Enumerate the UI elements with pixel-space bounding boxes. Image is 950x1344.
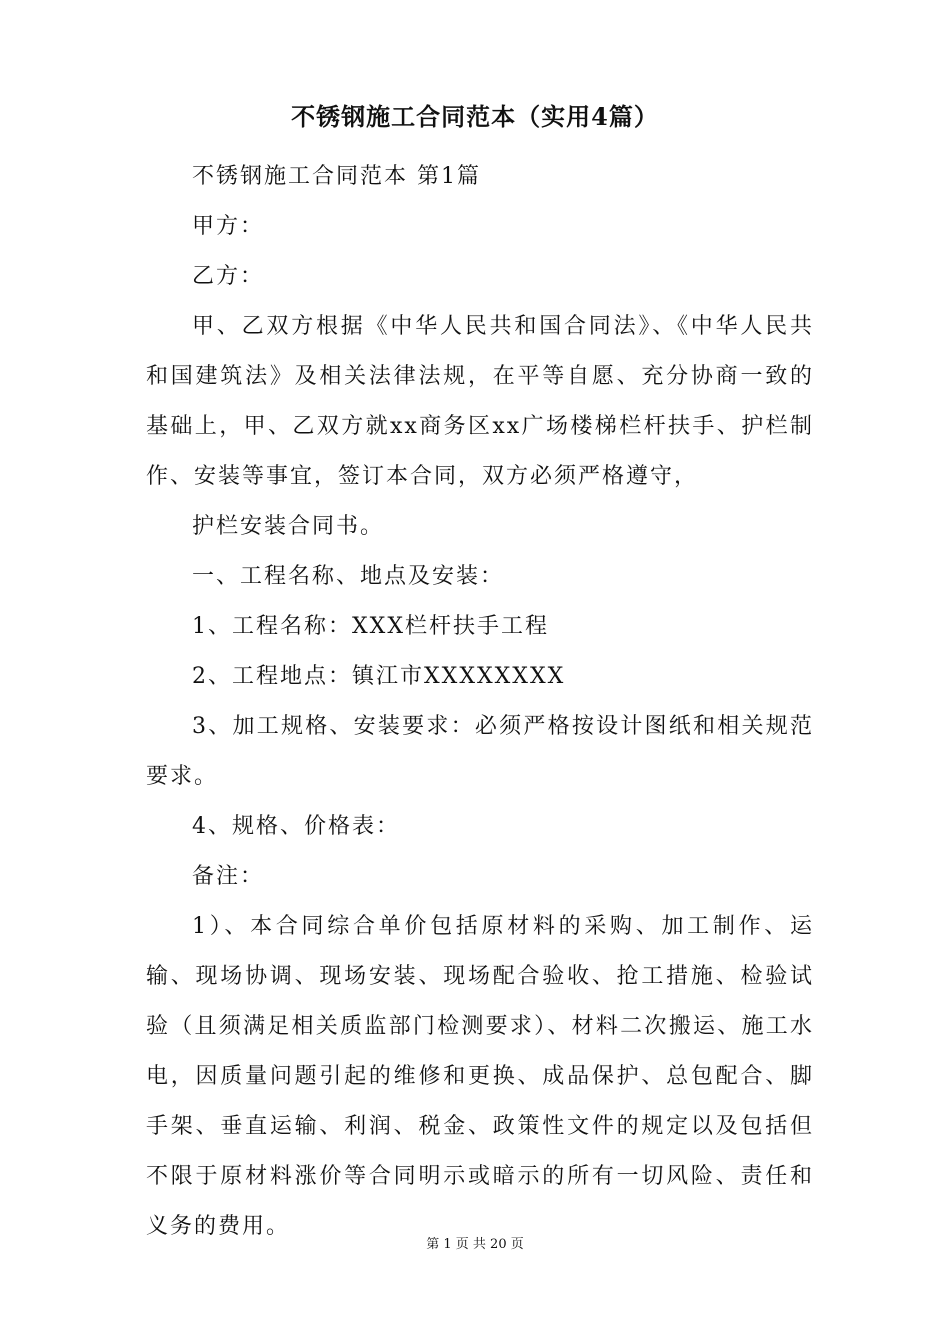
remarks-heading: 备注： xyxy=(192,864,265,889)
clause-item: 2、工程地点：镇江市XXXXXXXX xyxy=(192,664,566,689)
party-b-line: 乙方： xyxy=(192,264,265,289)
contract-type-line: 护栏安装合同书。 xyxy=(192,514,385,539)
clause-heading: 一、工程名称、地点及安装： xyxy=(192,564,505,589)
clause-item: 3、加工规格、安装要求：必须严格按设计图纸和相关规范要求。 xyxy=(146,714,814,789)
preamble-paragraph: 甲、乙双方根据《中华人民共和国合同法》、《中华人民共和国建筑法》及相关法律法规，在平等自愿、充分协商一致的基础上，甲、乙双方就xx商务区xx广场楼梯栏杆扶手、护栏制作、安装等事宜，签订本合同，双方必须严格遵守， xyxy=(146,314,814,489)
clause-item: 4、规格、价格表： xyxy=(192,814,400,839)
clause-item: 1、工程名称：XXX栏杆扶手工程 xyxy=(192,614,549,639)
section-heading: 不锈钢施工合同范本 第1篇 xyxy=(192,164,481,189)
party-a-line: 甲方： xyxy=(192,214,265,239)
document-body xyxy=(146,152,814,1252)
page-number-footer: 第 1 页 共 20 页 xyxy=(426,1237,524,1252)
remarks-paragraph: 1）、本合同综合单价包括原材料的采购、加工制作、运输、现场协调、现场安装、现场配合验收、抢工措施、检验试验（且须满足相关质监部门检测要求）、材料二次搬运、施工水电，因质量问题引起的维修和更换、成品保护、总包配合、脚手架、垂直运输、利润、税金、政策性文件的规定以及包括但不限于原材料涨价等合同明示或暗示的所有一切风险、责任和义务的费用。 xyxy=(146,914,814,1239)
document-title: 不锈钢施工合同范本（实用4篇） xyxy=(291,102,659,131)
